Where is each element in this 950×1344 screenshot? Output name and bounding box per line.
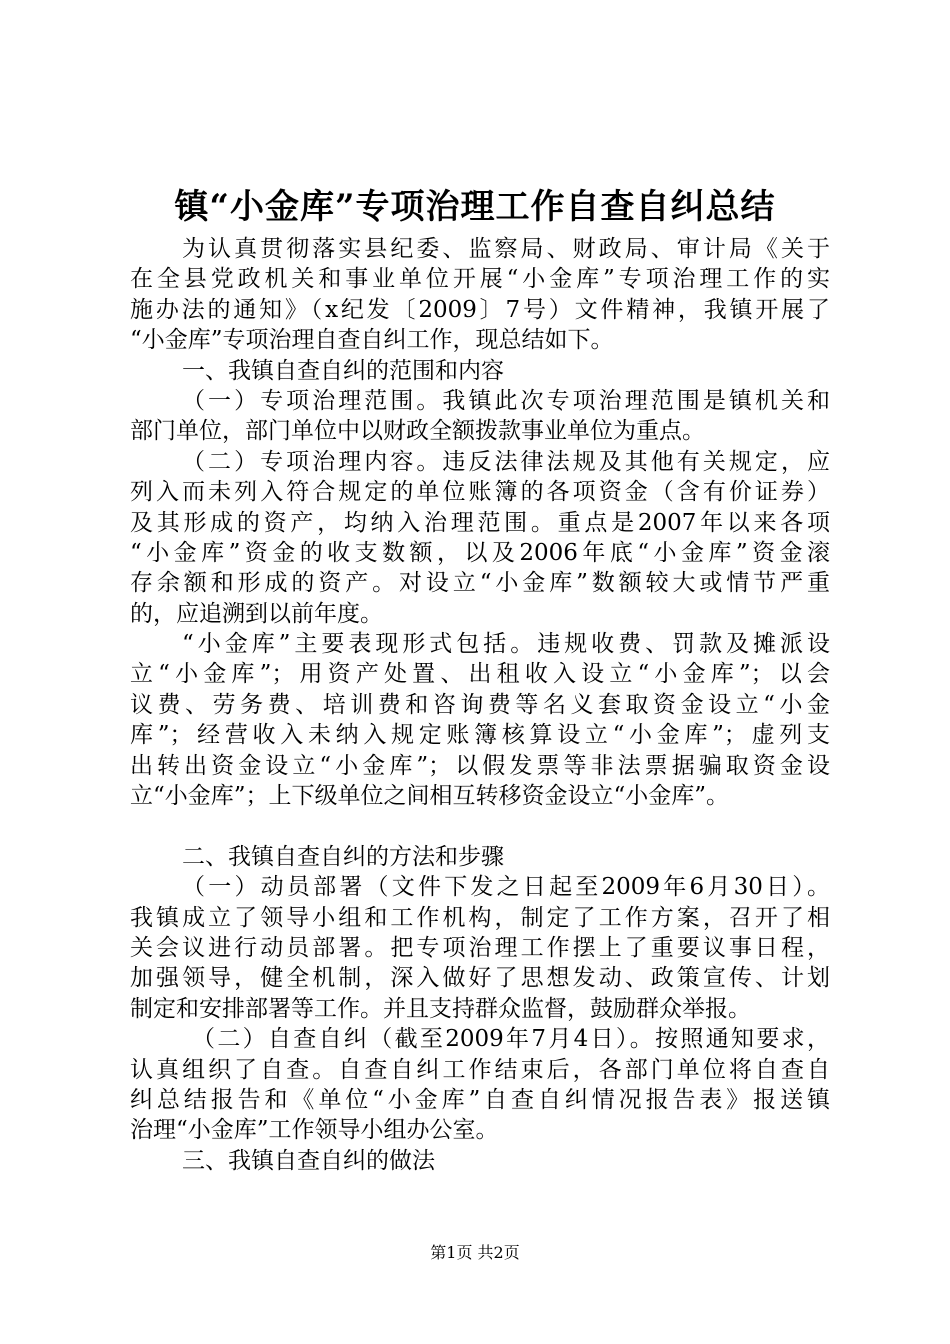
paragraph-line: 治理“小金库”工作领导小组办公室。 (130, 1117, 499, 1144)
page-footer: 第1页 共2页 (430, 1243, 520, 1262)
paragraph-line: 的，应追溯到以前年度。 (130, 600, 383, 627)
paragraph-line: 施办法的通知》（x纪发〔2009〕7号）文件精神，我镇开展了 (130, 296, 830, 323)
paragraph-line: 部门单位，部门单位中以财政全额拨款事业单位为重点。 (130, 418, 705, 445)
paragraph-line: 认真组织了自查。自查自纠工作结束后，各部门单位将自查自 (130, 1056, 830, 1083)
paragraph-line: “小金库”资金的收支数额，以及2006年底“小金库”资金滚 (130, 539, 830, 566)
paragraph-line: 立“小金库”；上下级单位之间相互转移资金设立“小金库”。 (130, 783, 730, 810)
paragraph-line: 出转出资金设立“小金库”；以假发票等非法票据骗取资金设 (130, 752, 830, 779)
paragraph-line: 库”；经营收入未纳入规定账簿核算设立“小金库”；虚列支 (130, 722, 830, 749)
document-title: 镇“小金库”专项治理工作自查自纠总结 (174, 187, 776, 227)
paragraph-line: 加强领导，健全机制，深入做好了思想发动、政策宣传、计划 (130, 965, 830, 992)
paragraph-line: 我镇成立了领导小组和工作机构，制定了工作方案，召开了相 (130, 904, 830, 931)
paragraph-line: 为认真贯彻落实县纪委、监察局、财政局、审计局《关于 (182, 236, 830, 262)
paragraph-line: （二）自查自纠（截至2009年7月4日）。按照通知要求， (192, 1026, 830, 1053)
paragraph-line: 立“小金库”；用资产处置、出租收入设立“小金库”；以会 (130, 661, 830, 688)
section-heading: 三、我镇自查自纠的做法 (182, 1147, 435, 1174)
section-heading: 一、我镇自查自纠的范围和内容 (182, 357, 504, 384)
paragraph-line: 制定和安排部署等工作。并且支持群众监督，鼓励群众举报。 (130, 995, 751, 1022)
paragraph-line: 存余额和形成的资产。对设立“小金库”数额较大或情节严重 (130, 570, 830, 597)
paragraph-line: （一）专项治理范围。我镇此次专项治理范围是镇机关和 (182, 387, 830, 414)
paragraph-line: （一）动员部署（文件下发之日起至2009年6月30日）。 (182, 874, 830, 901)
paragraph-line: 列入而未列入符合规定的单位账簿的各项资金（含有价证券） (130, 479, 830, 506)
paragraph-line: 在全县党政机关和事业单位开展“小金库”专项治理工作的实 (130, 266, 830, 293)
paragraph-line: （二）专项治理内容。违反法律法规及其他有关规定，应 (182, 448, 830, 475)
blank-line (130, 811, 830, 841)
paragraph-line: 及其形成的资产，均纳入治理范围。重点是2007年以来各项 (130, 509, 830, 536)
document-body (130, 234, 830, 1176)
paragraph-line: “小金库”专项治理自查自纠工作，现总结如下。 (130, 327, 614, 354)
paragraph-line: 议费、劳务费、培训费和咨询费等名义套取资金设立“小金 (130, 691, 830, 718)
paragraph-line: 关会议进行动员部署。把专项治理工作摆上了重要议事日程， (130, 934, 830, 961)
section-heading: 二、我镇自查自纠的方法和步骤 (182, 843, 504, 870)
paragraph-line: “小金库”主要表现形式包括。违规收费、罚款及摊派设 (182, 631, 830, 658)
paragraph-line: 纠总结报告和《单位“小金库”自查自纠情况报告表》报送镇 (130, 1086, 830, 1113)
